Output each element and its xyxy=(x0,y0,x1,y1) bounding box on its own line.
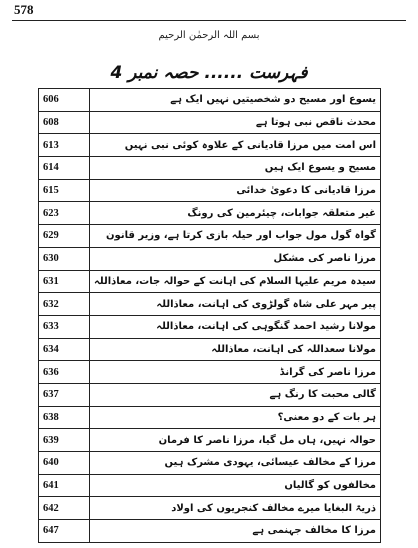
entry-title: ذریۃ البغایا میرے مخالف کنجریوں کی اولاد xyxy=(90,497,381,520)
table-row xyxy=(39,383,381,406)
entry-page-number: 647 xyxy=(39,520,90,543)
entry-page-number: 634 xyxy=(39,338,90,361)
entry-page-number: 613 xyxy=(39,134,90,157)
entry-page-number: 606 xyxy=(39,89,90,112)
entry-page-number: 636 xyxy=(39,361,90,384)
entry-title: مرزا ناصر کی مشکل xyxy=(90,247,381,270)
table-row xyxy=(39,111,381,134)
table-row xyxy=(39,89,381,112)
table-row xyxy=(39,361,381,384)
table-row xyxy=(39,247,381,270)
table-row xyxy=(39,134,381,157)
table-row xyxy=(39,452,381,475)
entry-page-number: 633 xyxy=(39,315,90,338)
entry-page-number: 631 xyxy=(39,270,90,293)
entry-page-number: 637 xyxy=(39,383,90,406)
bismillah: بسم اللہ الرحمٰن الرحیم xyxy=(158,30,260,41)
entry-title: مرزا کا مخالف جہنمی ہے xyxy=(90,520,381,543)
entry-page-number: 639 xyxy=(39,429,90,452)
entry-title: مرزا قادیانی کا دعویٰ خدائی xyxy=(90,179,381,202)
contents-table-body xyxy=(39,89,381,543)
table-row xyxy=(39,157,381,180)
table-row xyxy=(39,497,381,520)
entry-title: مخالفوں کو گالیاں xyxy=(90,474,381,497)
entry-title: گواہ گول مول جواب اور حیلہ بازی کرتا ہے، وزیر قانون xyxy=(90,225,381,248)
entry-title: محدث ناقص نبی ہوتا ہے xyxy=(90,111,381,134)
entry-title: مولانا رشید احمد گنگوہی کی اہانت، معاذاللہ xyxy=(90,315,381,338)
table-row xyxy=(39,293,381,316)
table-row xyxy=(39,202,381,225)
entry-page-number: 614 xyxy=(39,157,90,180)
entry-page-number: 629 xyxy=(39,225,90,248)
page-number: 578 xyxy=(14,2,34,17)
entry-title: یسوع اور مسیح دو شخصیتیں نہیں ایک ہے xyxy=(90,89,381,112)
entry-page-number: 640 xyxy=(39,452,90,475)
entry-page-number: 615 xyxy=(39,179,90,202)
table-row xyxy=(39,338,381,361)
table-row xyxy=(39,315,381,338)
entry-title: گالی محبت کا رنگ ہے xyxy=(90,383,381,406)
table-row xyxy=(39,520,381,543)
entry-title: ہر بات کے دو معنی؟ xyxy=(90,406,381,429)
entry-page-number: 641 xyxy=(39,474,90,497)
entry-page-number: 608 xyxy=(39,111,90,134)
entry-page-number: 638 xyxy=(39,406,90,429)
entry-title: مسیح و یسوع ایک ہیں xyxy=(90,157,381,180)
contents-table xyxy=(38,88,381,543)
entry-title: پیر مہر علی شاہ گولڑوی کی اہانت، معاذاللہ xyxy=(90,293,381,316)
entry-title: مولانا سعداللہ کی اہانت، معاذاللہ xyxy=(90,338,381,361)
table-row xyxy=(39,179,381,202)
entry-page-number: 632 xyxy=(39,293,90,316)
entry-title: غیر متعلقہ جوابات، چیئرمین کی رونگ xyxy=(90,202,381,225)
header-rule xyxy=(12,20,406,21)
table-row xyxy=(39,270,381,293)
entry-title: سیدہ مریم علیہا السلام کی اہانت کے حوالہ جات، معاذاللہ xyxy=(90,270,381,293)
page-title: فہرست ...... حصہ نمبر 4 xyxy=(110,63,308,83)
table-row xyxy=(39,474,381,497)
entry-title: اس امت میں مرزا قادیانی کے علاوہ کوئی نبی نہیں xyxy=(90,134,381,157)
table-row xyxy=(39,225,381,248)
table-row xyxy=(39,429,381,452)
entry-page-number: 623 xyxy=(39,202,90,225)
entry-page-number: 642 xyxy=(39,497,90,520)
entry-title: مرزا کے مخالف عیسائی، یہودی مشرک ہیں xyxy=(90,452,381,475)
entry-title: مرزا ناصر کی گرانڈ xyxy=(90,361,381,384)
table-row xyxy=(39,406,381,429)
entry-title: حوالہ نہیں، ہاں مل گیا، مرزا ناصر کا فرمان xyxy=(90,429,381,452)
entry-page-number: 630 xyxy=(39,247,90,270)
